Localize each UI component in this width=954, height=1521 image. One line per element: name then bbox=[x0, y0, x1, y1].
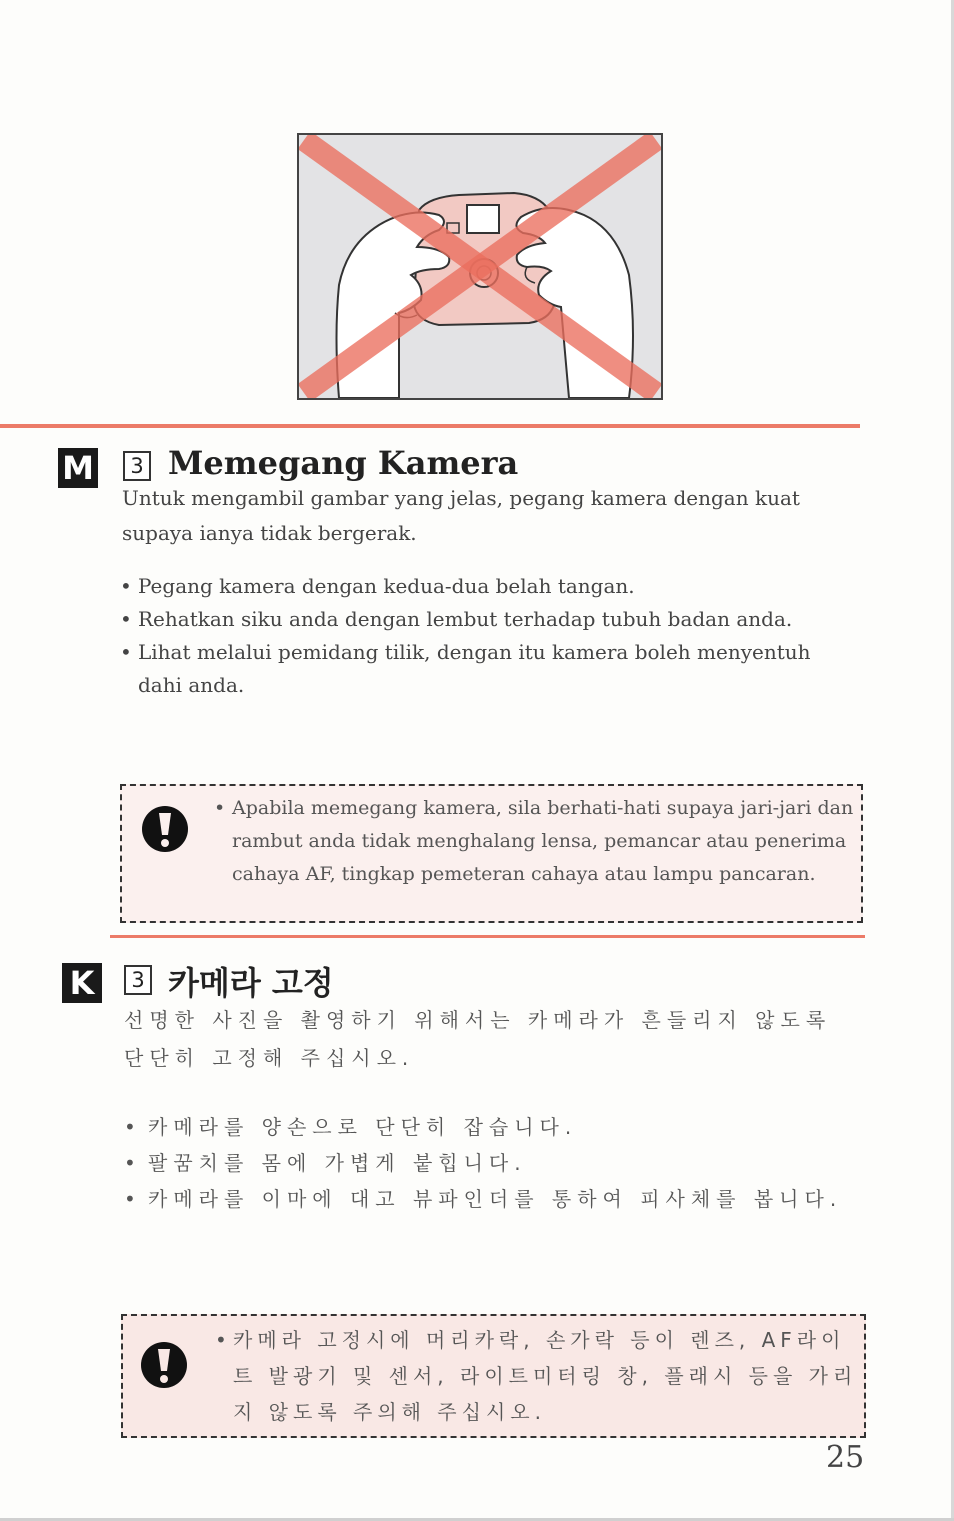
step-number-korean: 3 bbox=[124, 965, 152, 995]
incorrect-camera-grip-illustration bbox=[297, 133, 663, 400]
caution-exclamation-icon bbox=[140, 804, 190, 854]
section-divider-top bbox=[0, 424, 860, 428]
caution-box-korean bbox=[121, 1314, 866, 1438]
language-badge-malay: M bbox=[58, 448, 98, 488]
list-item: • 팔꿈치를 몸에 가볍게 붙힙니다. bbox=[124, 1145, 864, 1181]
caution-box-malay bbox=[120, 784, 863, 923]
list-item: • Lihat melalui pemidang tilik, dengan itu kamera boleh menyentuh dahi anda. bbox=[120, 636, 860, 702]
section-title-korean: 카메라 고정 bbox=[168, 964, 334, 1002]
list-item: • 카메라를 양손으로 단단히 잡습니다. bbox=[124, 1109, 864, 1145]
list-item: • Rehatkan siku anda dengan lembut terhadap tubuh badan anda. bbox=[120, 603, 860, 636]
list-item: • 카메라를 이마에 대고 뷰파인더를 통하여 피사체를 봅니다. bbox=[124, 1181, 864, 1217]
section-divider-middle bbox=[110, 935, 865, 938]
intro-text-korean: 선명한 사진을 촬영하기 위해서는 카메라가 흔들리지 않도록 단단히 고정해 주십시오. bbox=[124, 1008, 832, 1070]
page-number: 25 bbox=[826, 1440, 865, 1475]
caution-exclamation-icon bbox=[139, 1340, 189, 1390]
section-title-malay: Memegang Kamera bbox=[168, 444, 519, 482]
language-badge-korean: K bbox=[62, 963, 102, 1003]
bullet-list-malay bbox=[120, 570, 860, 702]
caution-text-korean: • 카메라 고정시에 머리카락, 손가락 등이 렌즈, AF라이트 발광기 및 센서, 라이트미터링 창, 플래시 등을 가리지 않도록 주의해 주십시오. bbox=[215, 1322, 863, 1430]
intro-text-malay: Untuk mengambil gambar yang jelas, pegang kamera dengan kuat supaya ianya tidak bergerak. bbox=[122, 486, 800, 545]
step-number-malay: 3 bbox=[123, 451, 151, 481]
bullet-list-korean bbox=[124, 1109, 864, 1217]
caution-text-malay: • Apabila memegang kamera, sila berhati-hati supaya jari-jari dan rambut anda tidak menghalang lensa, pemancar atau penerima cahaya AF, tingkap pemeteran cahaya atau lampu pancaran. bbox=[214, 792, 860, 891]
list-item: • Pegang kamera dengan kedua-dua belah tangan. bbox=[120, 570, 860, 603]
camera-grip-drawing bbox=[299, 135, 661, 398]
